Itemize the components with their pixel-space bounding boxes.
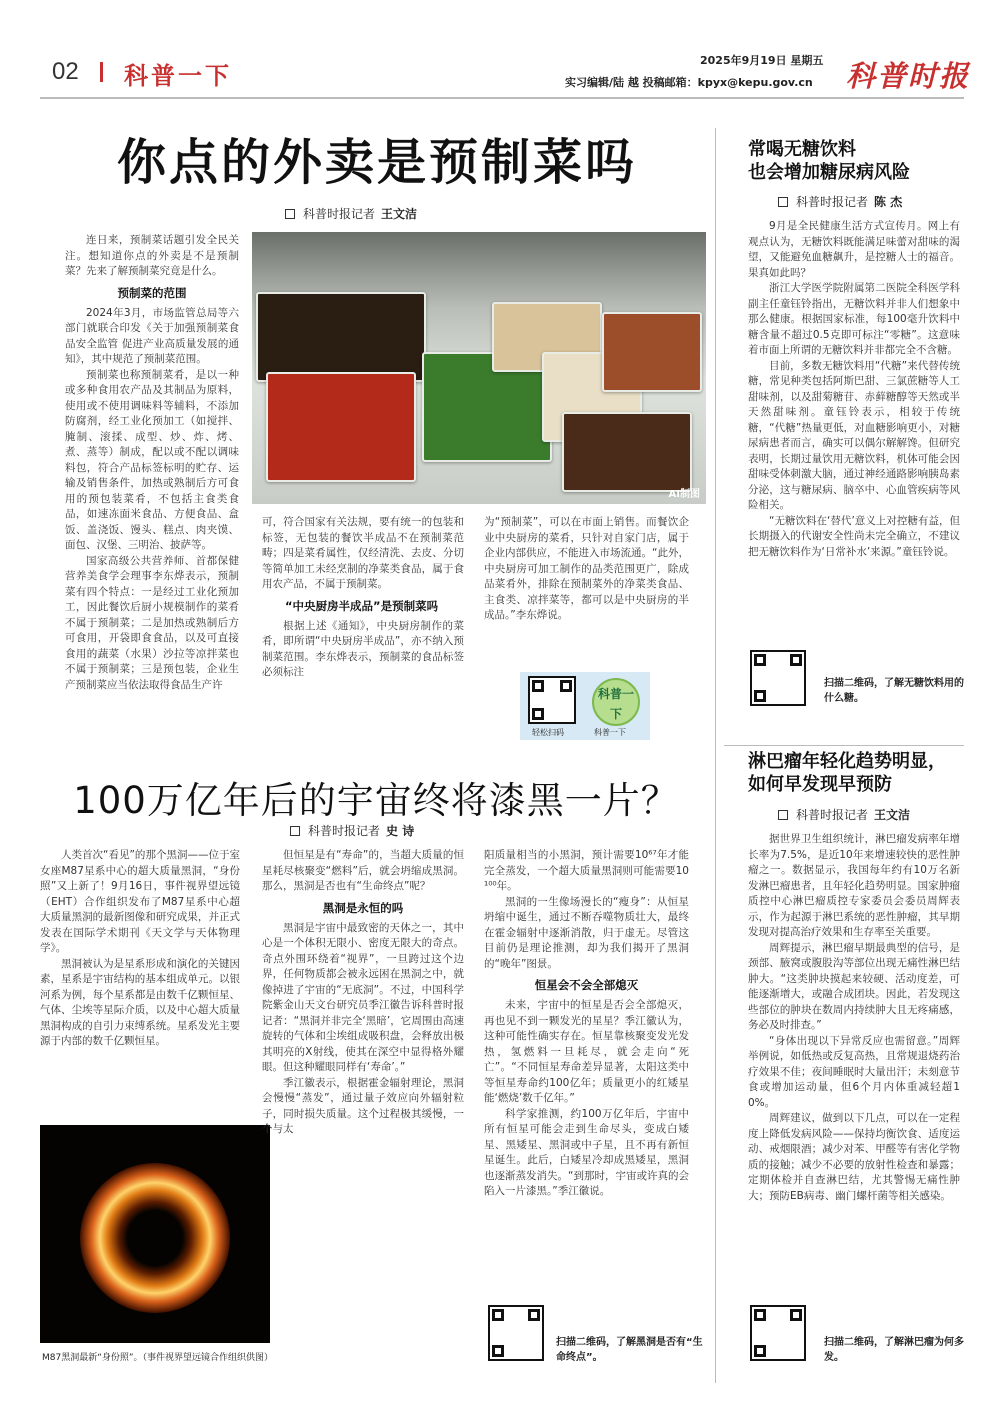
qr-code[interactable]	[528, 676, 576, 724]
qr-caption: 扫描二维码，了解黑洞是否有“生命终点”。	[556, 1337, 703, 1363]
header-separator	[100, 62, 103, 82]
editor-info: 实习编辑/陆 越 投稿邮箱：kpyx@kepu.gov.cn	[565, 76, 813, 89]
article1-column-3	[484, 515, 689, 624]
byline-box-icon	[778, 810, 788, 820]
column-divider	[715, 128, 716, 1383]
article1-byline: 科普时报记者 王文洁	[285, 205, 417, 222]
article1-photo	[252, 232, 706, 504]
food-tray	[266, 372, 416, 482]
paragraph: 国家高级公共营养师、首都保健营养美食学会理事李东烨表示，预制菜有四个特点：一是经过工业化预加工，因此餐饮后厨小规模制作的菜肴不属于预制菜；二是加热或熟制后方可食用，开袋即食食品，以及可直接食用的蔬菜（水果）沙拉等凉拌菜也不属于预制菜；三是预包装，企业生产预制菜应当依法取得食品生产许	[65, 554, 239, 691]
paragraph: 周辉建议，做到以下几点，可以在一定程度上降低发病风险——保持均衡饮食、适度运动、戒烟限酒；减少对苯、甲醛等有害化学物质的接触；减少不必要的放射性检查和暴露；定期体检并自查淋巴结，尤其警惕无痛性肿大；预防EB病毒、幽门螺杆菌等相关感染。	[748, 1112, 960, 1202]
paragraph: 可，符合国家有关法规，要有统一的包装和标签，无包装的餐饮半成品不在预制菜范畴；四是菜肴属性，仅经清洗、去皮、分切等简单加工未经烹制的净菜类食品，属于食用农产品，不属于预制菜。	[262, 516, 464, 590]
article2-column-1	[40, 848, 240, 1050]
article1-column-2	[262, 515, 464, 681]
photo-credit: AI制图	[668, 489, 700, 500]
paragraph: “身体出现以下异常反应也需留意。”周辉举例说，如低热或反复高热，且常规退烧药治疗效果不佳；夜间睡眠时大量出汗；未刻意节食或增加运动量，但6个月内体重减轻超10%。	[748, 1034, 960, 1109]
article3-title: 常喝无糖饮料 也会增加糖尿病风险	[748, 139, 910, 183]
paragraph: 连日来，预制菜话题引发全民关注。想知道你点的外卖是不是预制菜？先来了解预制菜究竟是什么。	[65, 234, 239, 277]
section-rule	[724, 745, 964, 746]
article1-title: 你点的外卖是预制菜吗	[116, 133, 637, 191]
article4-title: 淋巴瘤年轻化趋势明显， 如何早发现早预防	[748, 751, 946, 795]
section-name: 科普一下	[124, 62, 232, 90]
paragraph: 根据上述《通知》，中央厨房制作的菜肴，即所谓“中央厨房半成品”，亦不纳入预制菜范围。李东烨表示，预制菜的食品标签必须标注	[262, 619, 464, 678]
paragraph: 为“预制菜”，可以在市面上销售。而餐饮企业中央厨房的菜肴，只针对自家门店，属于企业内部供应，不能进入市场流通。“此外，中央厨房可加工制作的品类范围更广，除成品菜肴外，排除在预制菜外的净菜类食品、主食类、凉拌菜等，都可以是中央厨房的半成品。”李东烨说。	[484, 516, 689, 621]
paragraph: 9月是全民健康生活方式宣传月。网上有观点认为，无糖饮料既能满足味蕾对甜味的渴望，又能避免血糖飙升，是控糖人士的福音。果真如此吗？	[748, 220, 960, 279]
paragraph: 浙江大学医学院附属第二医院全科医学科副主任童钰铃指出，无糖饮料并非人们想象中那么健康。根据国家标准，每100毫升饮料中糖含量不超过0.5克即可标注“零糖”。这意味着市面上所谓的无糖饮料并非都完全不含糖。	[748, 282, 960, 356]
qr-code[interactable]	[750, 1305, 806, 1361]
page-number: 02	[52, 58, 79, 85]
qr-caption: 扫描二维码，了解无糖饮料用的什么糖。	[824, 678, 964, 704]
article3-body	[748, 219, 960, 560]
paragraph: 黑洞是宇宙中最致密的天体之一，其中心是一个体积无限小、密度无限大的奇点。奇点外围环绕着“视界”，一旦跨过这个边界，任何物质都会被永远困在黑洞之中，就像掉进了宇宙的“无底洞”。不过，中国科学院紫金山天文台研究员季江徽告诉科普时报记者：“黑洞并非完全‘黑暗’，它周围由高速旋转的气体和尘埃组成吸积盘，会释放出极其明亮的X射线，使其在深空中显得格外耀眼。但这种耀眼同样有‘寿命’。”	[262, 921, 464, 1073]
paragraph: 黑洞的一生像场漫长的“瘦身”：从恒星坍缩中诞生，通过不断吞噬物质壮大，最终在霍金辐射中逐渐消散，归于虚无。尽管这目前仍是理论推测，却为我们揭开了黑洞的“晚年”图景。	[484, 895, 689, 970]
food-tray	[256, 292, 426, 382]
paragraph: “无糖饮料在‘替代’意义上对控糖有益，但长期摄入的代谢安全性尚未完全确立，不建议把无糖饮料作为‘日常补水’来源。”童钰铃说。	[748, 514, 960, 558]
subheading: 恒星会不会全部熄灭	[534, 978, 639, 992]
article2-title: 100万亿年后的宇宙终将漆黑一片？	[73, 779, 679, 822]
paragraph: 季江徽表示，根据霍金辐射理论，黑洞会慢慢“蒸发”，通过量子效应向外辐射粒子，同时损失质量。这个过程极其缓慢，一个与太	[262, 1076, 464, 1135]
paragraph: 科学家推测，约100万亿年后，宇宙中所有恒星可能会走到生命尽头，变成白矮星、黑矮星、黑洞或中子星，且不再有新恒星诞生。此后，白矮星冷却成黑矮星，黑洞也逐渐蒸发消失。“到那时，宇宙或许真的会陷入一片漆黑。”季江徽说。	[484, 1107, 689, 1197]
paragraph: 周辉提示，淋巴瘤早期最典型的信号，是颈部、腋窝或腹股沟等部位出现无痛性淋巴结肿大。“这类肿块摸起来较硬、活动度差，可能逐渐增大，或融合成团块。因此，若发现这些部位的肿块在数周内持续肿大且无疼痛感，务必及时排查。”	[748, 941, 960, 1031]
paragraph: 黑洞被认为是星系形成和演化的关键因素，星系是宇宙结构的基本组成单元。以银河系为例，每个星系都是由数千亿颗恒星、气体、尘埃等星际介质，以及中心超大质量黑洞构成的自引力束缚系统。星系发光主要源于内部的数千亿颗恒星。	[40, 957, 240, 1047]
paragraph: 预制菜也称预制菜肴，是以一种或多种食用农产品及其制品为原料，使用或不使用调味料等辅料，不添加防腐剂，经工业化预加工（如搅拌、腌制、滚揉、成型、炒、炸、烤、煮、蒸等）制成，配以或不配以调味料包，符合产品标签标明的贮存、运输及销售条件，加热或熟制后方可食用的预包装菜肴，不包括主食类食品，如速冻面米食品、方便食品、盒饭、盖浇饭、馒头、糕点、肉夹馍、面包、汉堡、三明治、披萨等。	[65, 368, 239, 551]
paragraph: 目前，多数无糖饮料用“代糖”来代替传统糖，常见种类包括阿斯巴甜、三氯蔗糖等人工甜味剂，以及甜菊糖苷、赤藓糖醇等天然或半天然甜味剂。童钰铃表示，相较于传统糖，“代糖”热量更低，对血糖影响更小，对糖尿病患者而言，确实可以偶尔解解馋。但研究表明，长期过量饮用无糖饮料，机体可能会因甜味受体刺激大脑，通过神经通路影响胰岛素分泌，这与糖尿病、脑卒中、心血管疾病等风险相关。	[748, 359, 960, 511]
black-hole-ring	[80, 1163, 230, 1313]
paragraph: 未来，宇宙中的恒星是否会全部熄灭，再也见不到一颗发光的星星？季江徽认为，这种可能性确实存在。恒星靠核聚变发光发热，氢燃料一旦耗尽，就会走向“死亡”。“不同恒星寿命差异显著，太阳这类中等恒星寿命约100亿年；质量更小的红矮星能‘燃烧’数千亿年。”	[484, 999, 689, 1104]
article2-byline: 科普时报记者 史 诗	[290, 822, 414, 839]
subheading: 黑洞是永恒的吗	[322, 900, 404, 915]
article2-column-2	[262, 848, 464, 1138]
qr-code[interactable]	[750, 650, 806, 706]
subheading: 预制菜的范围	[117, 285, 187, 300]
article4-byline: 科普时报记者 王文洁	[778, 806, 910, 823]
qr-code-panel	[520, 672, 650, 740]
paragraph: 人类首次“看见”的那个黑洞——位于室女座M87星系中心的超大质量黑洞，“身份照”又上新了！9月16日，事件视界望远镜（EHT）合作组织发布了M87星系中心超大质量黑洞的最新图像和研究成果，并正式发表在国际学术期刊《天文学与天体物理学》。	[40, 849, 240, 954]
byline-box-icon	[290, 826, 300, 836]
newspaper-logo: 科普时报	[846, 59, 971, 93]
article3-byline: 科普时报记者 陈 杰	[778, 193, 902, 210]
qr-caption: 扫描二维码，了解淋巴瘤为何多发。	[824, 1337, 964, 1363]
black-hole-photo	[40, 1125, 270, 1343]
qr-label: 科普一下	[594, 728, 626, 737]
article4-body	[748, 832, 960, 1204]
paragraph: 但恒星是有“寿命”的，当超大质量的恒星耗尽核聚变“燃料”后，就会坍缩成黑洞。那么，黑洞是否也有“生命终点”呢？	[262, 849, 464, 892]
paragraph: 据世界卫生组织统计，淋巴瘤发病率年增长率为7.5%，是近10年来增速较快的恶性肿瘤之一。数据显示，我国每年约有10万名新发淋巴瘤患者，且年轻化趋势明显。国家肿瘤质控中心淋巴瘤质控专家委员会委员周辉表示，作为起源于淋巴系统的恶性肿瘤，其早期发现对提高治疗效果和生存率至关重要。	[748, 833, 960, 938]
byline-box-icon	[778, 197, 788, 207]
subheading: “中央厨房半成品”是预制菜吗	[285, 598, 439, 613]
paragraph: 2024年3月，市场监管总局等六部门就联合印发《关于加强预制菜食品安全监管 促进产业高质量发展的通知》，其中规范了预制菜范围。	[65, 306, 239, 365]
kepu-logo: 科普一下	[592, 678, 640, 726]
issue-date: 2025年9月19日 星期五	[700, 54, 824, 67]
food-tray	[602, 312, 702, 392]
byline-box-icon	[285, 209, 295, 219]
photo-caption: M87黑洞最新“身份照”。（事件视界望远镜合作组织供图）	[42, 1353, 274, 1363]
qr-code[interactable]	[488, 1305, 544, 1361]
paragraph: 阳质量相当的小黑洞，预计需要10⁶⁷年才能完全蒸发，一个超大质量黑洞则可能需要10¹⁰⁰年。	[484, 849, 689, 892]
header-rule	[40, 97, 964, 99]
qr-label: 轻松扫码	[532, 728, 564, 737]
article2-column-3	[484, 848, 689, 1200]
food-tray	[562, 412, 692, 492]
article1-column-1	[65, 233, 239, 693]
